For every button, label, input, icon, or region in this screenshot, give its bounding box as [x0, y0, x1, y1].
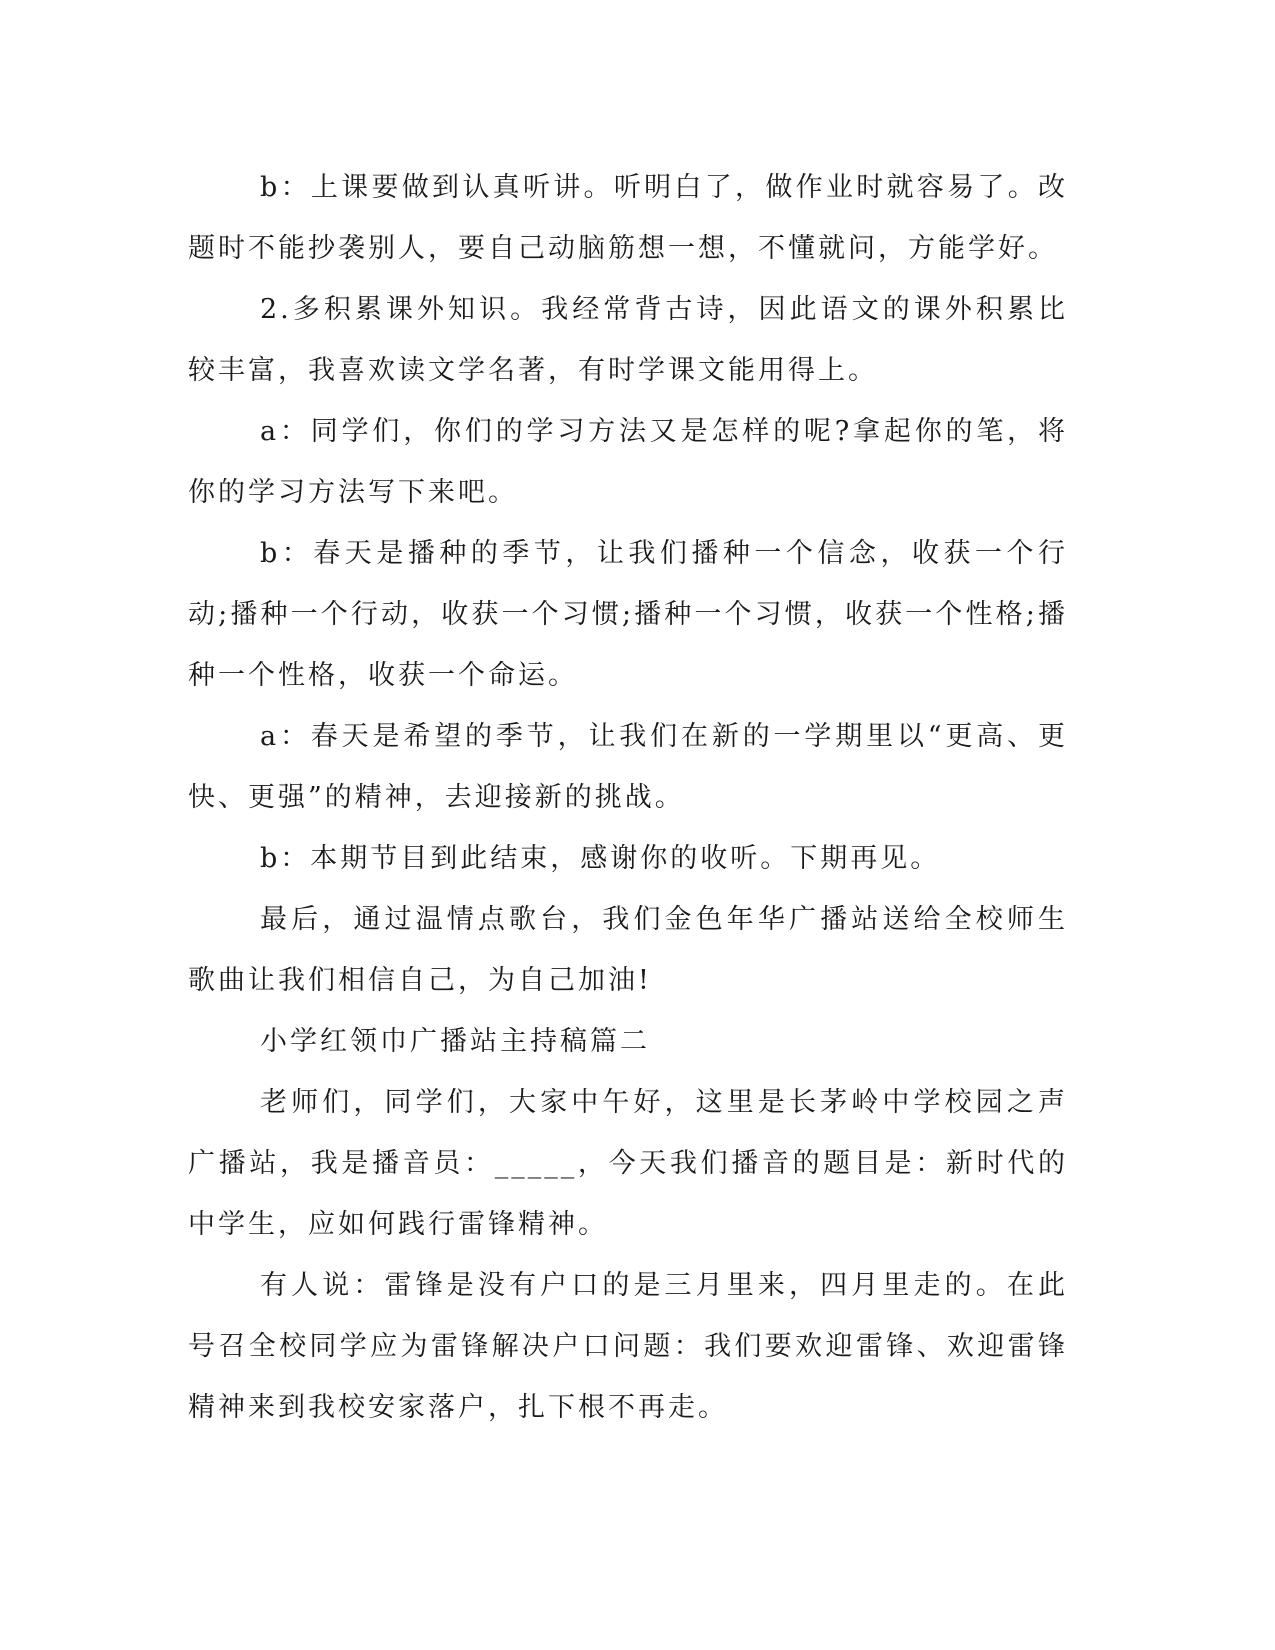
section-heading: 小学红领巾广播站主持稿篇二 [260, 1026, 650, 1057]
paragraph-8: 老师们，同学们，大家中午好，这里是长茅岭中学校园之声广播站，我是播音员：_____，今天我们播音的题目是：新时代的中学生，应如何践行雷锋精神。 [188, 1087, 1068, 1240]
paragraph-1: b：上课要做到认真听讲。听明白了，做作业时就容易了。改题时不能抄袭别人，要自己动脑筋想一想，不懂就问，方能学好。 [188, 172, 1068, 264]
paragraph-2: 2.多积累课外知识。我经常背古诗，因此语文的课外积累比较丰富，我喜欢读文学名著，有时学课文能用得上。 [188, 294, 1068, 386]
paragraph-5: a：春天是希望的季节，让我们在新的一学期里以“更高、更快、更强”的精神，去迎接新的挑战。 [188, 721, 1068, 813]
paragraph-6: b：本期节目到此结束，感谢你的收听。下期再见。 [260, 843, 941, 874]
paragraph-4: b：春天是播种的季节，让我们播种一个信念，收获一个行动;播种一个行动，收获一个习惯;播种一个习惯，收获一个性格;播种一个性格，收获一个命运。 [188, 538, 1068, 691]
paragraph-9: 有人说：雷锋是没有户口的是三月里来，四月里走的。在此号召全校同学应为雷锋解决户口问题：我们要欢迎雷锋、欢迎雷锋精神来到我校安家落户，扎下根不再走。 [188, 1270, 1068, 1423]
document-body [188, 157, 1068, 1438]
paragraph-7: 最后，通过温情点歌台，我们金色年华广播站送给全校师生歌曲让我们相信自己，为自己加油! [188, 904, 1068, 996]
paragraph-3: a：同学们，你们的学习方法又是怎样的呢?拿起你的笔，将你的学习方法写下来吧。 [188, 416, 1068, 508]
